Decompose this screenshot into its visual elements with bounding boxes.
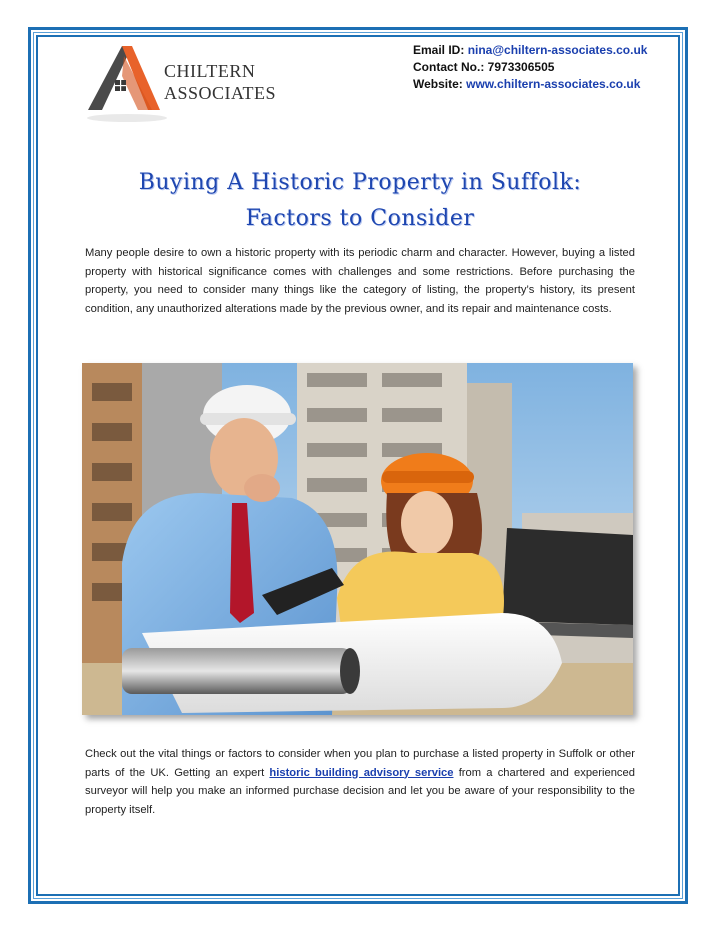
logo-line-2: ASSOCIATES [164,83,277,103]
phone-label: Contact No.: [413,60,488,74]
phone-value: 7973306505 [487,60,555,74]
engineers-reviewing-blueprints-photo [82,363,633,715]
title-line-1: Buying A Historic Property in Suffolk: [138,170,582,195]
paragraph2-text-after: from a chartered and experienced surveyor will help you make an informed purchase decision and let you be aware of your responsibility to the property itself. [85,766,635,816]
email-row [413,42,647,59]
intro-paragraph: Many people desire to own a historic property with its periodic charm and character. However, buying a listed property with historical significance comes with challenges and some restrictions. Before purchasing the property, you need to consider many things like the category of listing, the property’s history, its present condition, any unauthorized alterations made by the previous owner, and its repair and maintenance costs. [85,247,635,315]
article-title [80,165,640,237]
email-value[interactable]: nina@chiltern-associates.co.uk [467,43,648,57]
advisory-paragraph [85,745,635,819]
title-line-2: Factors to Consider [245,206,475,231]
historic-building-advisory-link[interactable]: historic building advisory service [269,766,454,779]
website-row [413,76,647,93]
email-label: Email ID: [413,43,468,57]
logo-line-1: CHILTERN [164,61,256,81]
phone-row [413,59,647,76]
website-label: Website: [413,77,467,91]
logo-wordmark [164,60,276,104]
website-value[interactable]: www.chiltern-associates.co.uk [466,77,641,91]
paragraph2-text-before: Check out the vital things or factors to consider when you plan to purchase a listed property in Suffolk or other parts of the UK. Getting an expert [85,748,635,779]
contact-info [413,42,647,93]
